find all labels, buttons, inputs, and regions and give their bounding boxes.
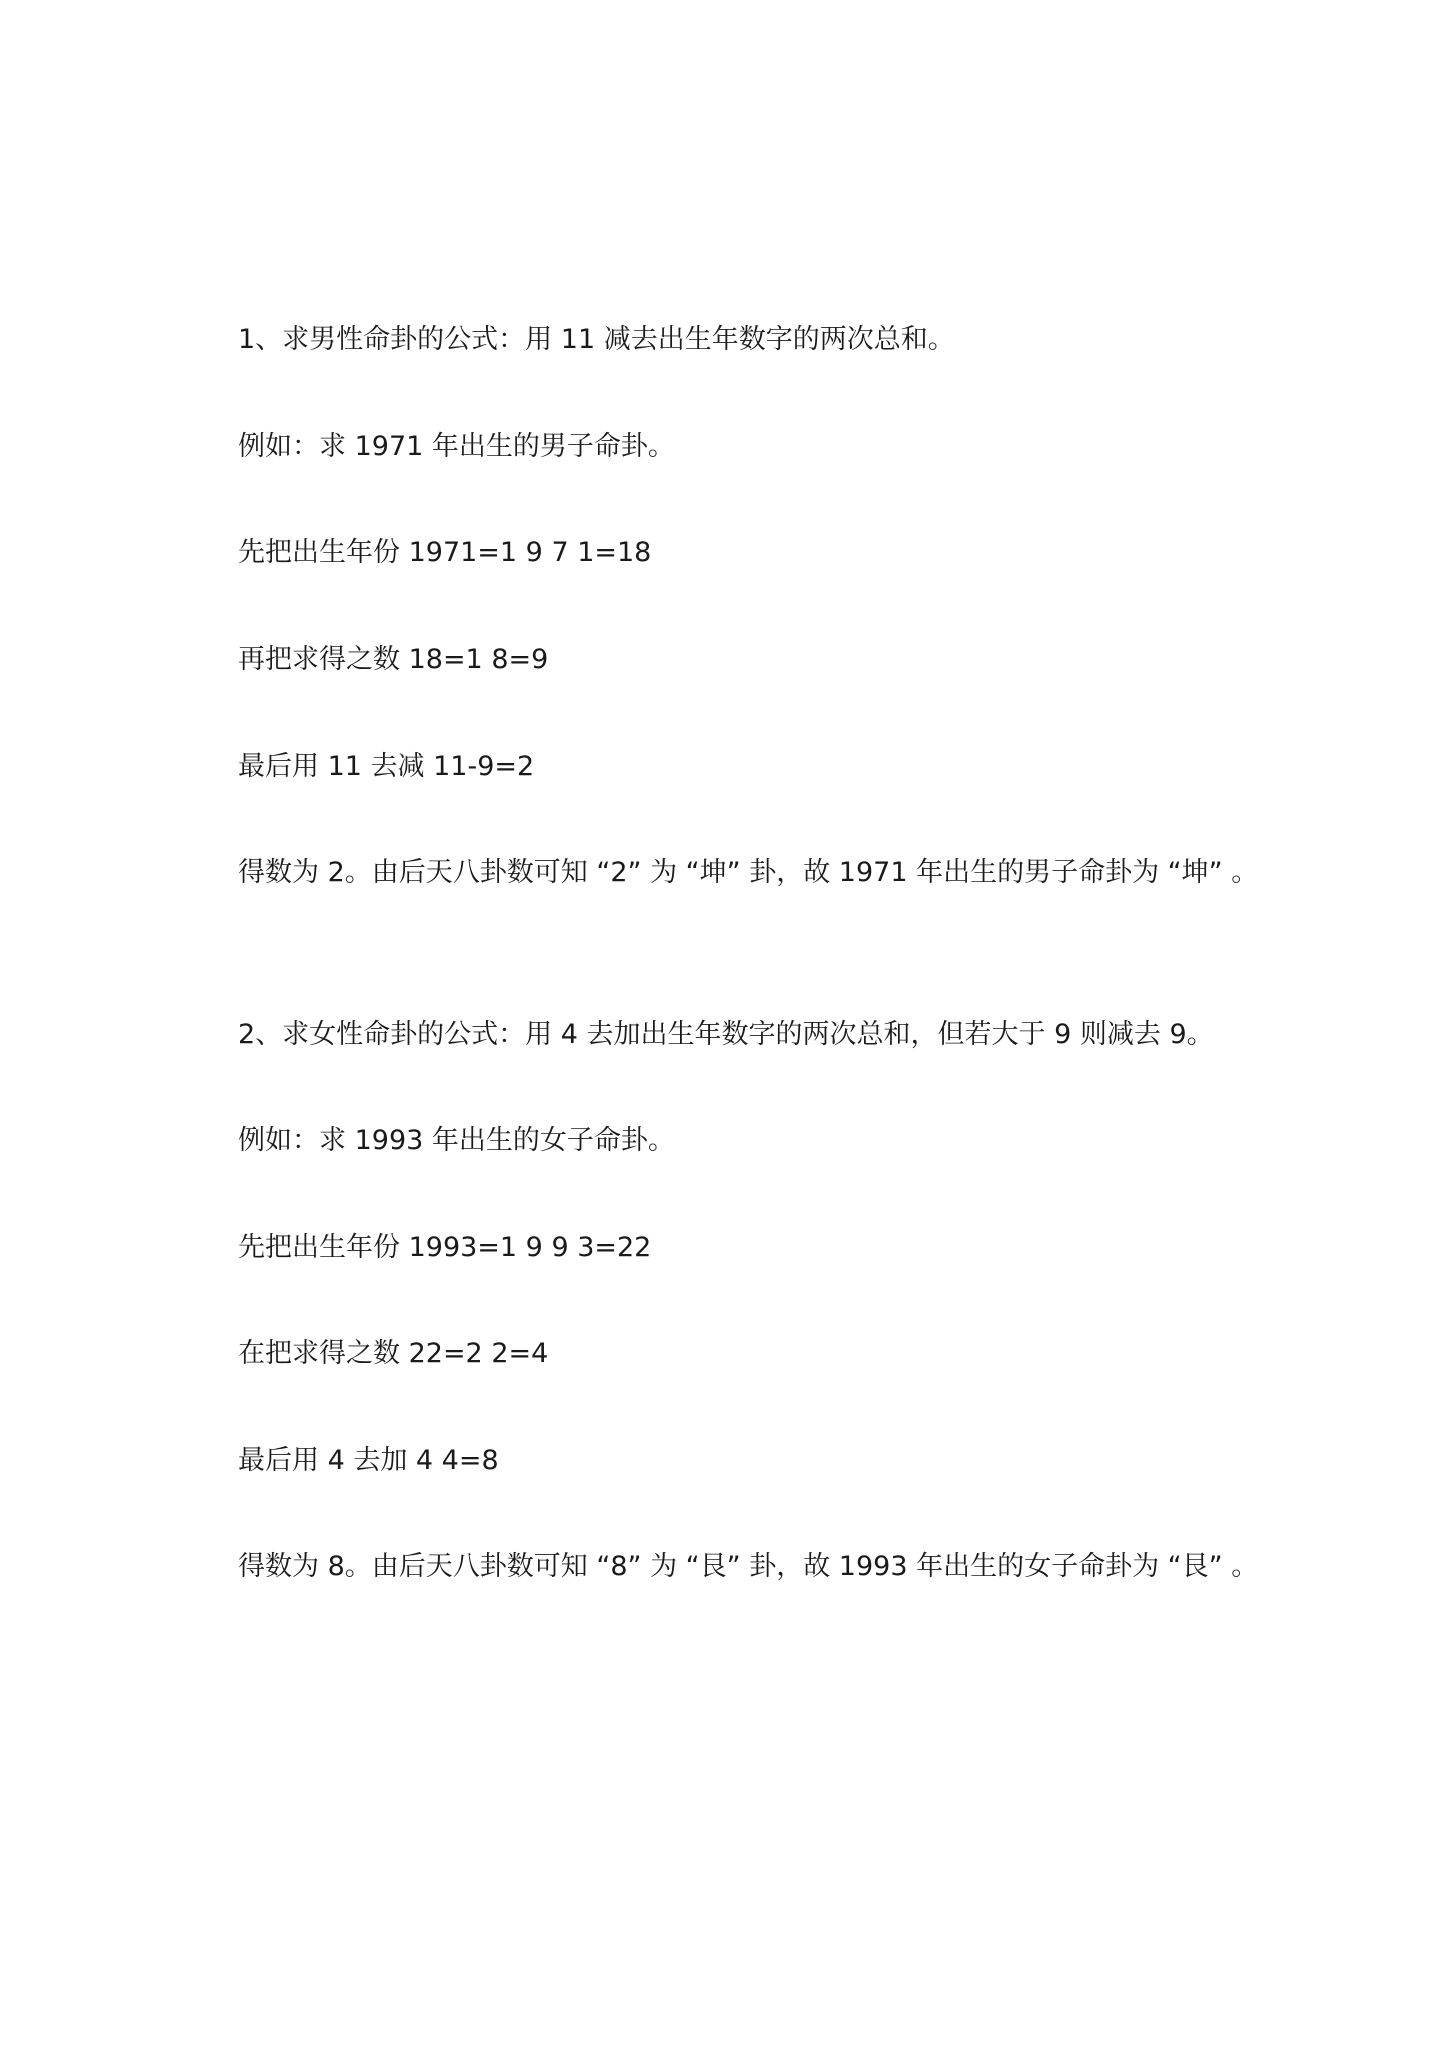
paragraph-male-result: 得数为 2。由后天八卦数可知 “2” 为 “坤” 卦，故 1971 年出生的男子命卦为 “坤” 。 (238, 857, 1259, 888)
paragraph-male-example: 例如：求 1971 年出生的男子命卦。 (238, 431, 675, 462)
paragraph-male-step-1: 先把出生年份 1971=1 9 7 1=18 (238, 537, 652, 568)
paragraph-male-step-3: 最后用 11 去减 11-9=2 (238, 751, 535, 782)
paragraph-female-step-3: 最后用 4 去加 4 4=8 (238, 1445, 499, 1476)
paragraph-female-step-1: 先把出生年份 1993=1 9 9 3=22 (238, 1232, 652, 1263)
paragraph-female-formula: 2、求女性命卦的公式：用 4 去加出生年数字的两次总和，但若大于 9 则减去 9。 (238, 1019, 1214, 1050)
paragraph-female-step-2: 在把求得之数 22=2 2=4 (238, 1338, 549, 1369)
paragraph-male-formula: 1、求男性命卦的公式：用 11 减去出生年数字的两次总和。 (238, 324, 955, 355)
paragraph-male-step-2: 再把求得之数 18=1 8=9 (238, 644, 549, 675)
paragraph-female-result: 得数为 8。由后天八卦数可知 “8” 为 “艮” 卦，故 1993 年出生的女子命卦为 “艮” 。 (238, 1551, 1259, 1582)
paragraph-female-example: 例如：求 1993 年出生的女子命卦。 (238, 1125, 675, 1156)
